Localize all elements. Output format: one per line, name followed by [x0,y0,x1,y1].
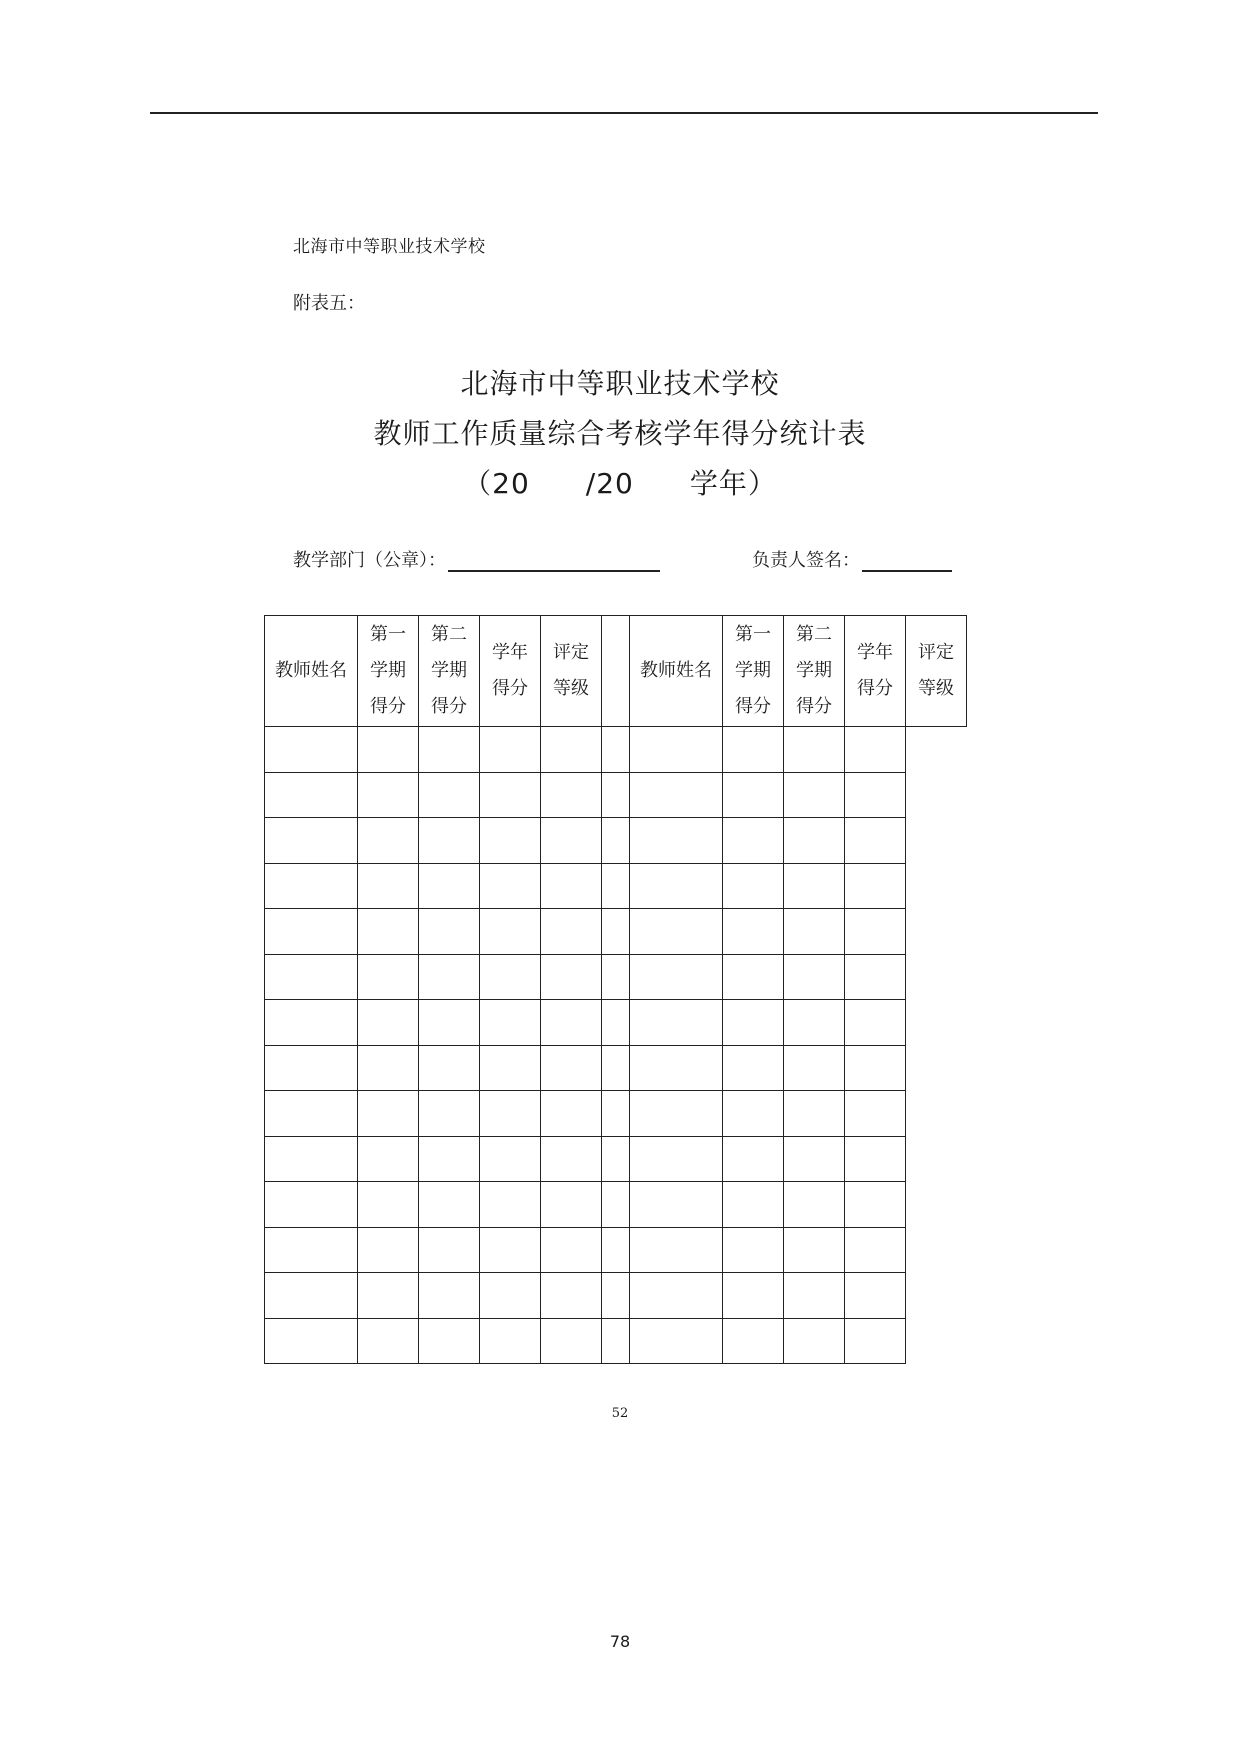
table-row [265,1318,967,1364]
outer-page-number: 78 [609,1632,631,1651]
table-cell[interactable] [358,772,419,818]
table-cell[interactable] [419,772,480,818]
table-cell[interactable] [480,1227,541,1273]
table-cell[interactable] [630,1091,723,1137]
table-cell[interactable] [630,1045,723,1091]
table-row [265,954,967,1000]
table-cell[interactable] [265,1091,358,1137]
table-cell[interactable] [784,909,845,955]
year-open: （20 [463,467,530,500]
sign-field [752,546,952,572]
header-line: 第一 [370,624,406,645]
header-line: 学年 [492,642,528,663]
table-cell[interactable] [419,1273,480,1319]
header-line: 得分 [735,696,771,717]
table-cell[interactable] [419,727,480,773]
table-cell[interactable] [541,818,602,864]
table-cell[interactable] [630,1227,723,1273]
table-cell[interactable] [602,1227,630,1273]
table-cell[interactable] [265,1000,358,1046]
table-cell[interactable] [784,1091,845,1137]
title-year [0,462,1240,502]
table-row [265,1045,967,1091]
table-cell[interactable] [723,1273,784,1319]
table-cell[interactable] [602,1318,630,1364]
table-cell[interactable] [845,909,906,955]
table-cell[interactable] [358,818,419,864]
header-teacher-name [265,616,358,727]
table-cell[interactable] [358,909,419,955]
table-cell[interactable] [845,772,906,818]
table-cell[interactable] [784,1136,845,1182]
table-cell[interactable] [541,1182,602,1228]
table-cell[interactable] [265,863,358,909]
title-form: 教师工作质量综合考核学年得分统计表 [373,417,867,450]
table-row [265,818,967,864]
table-cell[interactable] [845,1182,906,1228]
header-line: 得分 [431,696,467,717]
table-cell[interactable] [784,1045,845,1091]
table-cell[interactable] [480,1000,541,1046]
header-line: 第二 [796,624,832,645]
table-cell[interactable] [630,863,723,909]
table-cell[interactable] [541,1273,602,1319]
table-cell[interactable] [630,818,723,864]
table-cell[interactable] [480,1091,541,1137]
header-line: 第一 [735,624,771,645]
table-cell[interactable] [723,1227,784,1273]
header-line: 学期 [370,660,406,681]
table-row [265,1091,967,1137]
table-cell[interactable] [784,727,845,773]
table-cell[interactable] [265,1227,358,1273]
table-cell[interactable] [845,1136,906,1182]
table-cell[interactable] [630,772,723,818]
table-cell[interactable] [784,863,845,909]
table-cell[interactable] [723,954,784,1000]
table-cell[interactable] [602,1273,630,1319]
header-row [265,616,967,727]
table-cell[interactable] [602,1045,630,1091]
table-cell[interactable] [265,909,358,955]
sign-blank[interactable] [862,550,952,572]
table-cell[interactable] [358,954,419,1000]
table-cell[interactable] [265,727,358,773]
table-cell[interactable] [723,909,784,955]
table-cell[interactable] [602,818,630,864]
header-grade [541,616,602,727]
table-cell[interactable] [541,1227,602,1273]
table-cell[interactable] [723,1000,784,1046]
header-line: 教师姓名 [640,660,712,681]
table-cell[interactable] [845,1227,906,1273]
header-line: 教师姓名 [275,660,347,681]
table-cell[interactable] [480,727,541,773]
table-cell[interactable] [265,772,358,818]
header-line: 学期 [796,660,832,681]
table-cell[interactable] [480,1136,541,1182]
table-cell[interactable] [358,1273,419,1319]
table-cell[interactable] [602,863,630,909]
table-body [265,727,967,1364]
table-divider-column [602,616,630,727]
header-line: 学年 [857,642,893,663]
table-cell[interactable] [419,863,480,909]
table-cell[interactable] [845,1000,906,1046]
table-cell[interactable] [419,1318,480,1364]
table-row [265,863,967,909]
table-cell[interactable] [419,1000,480,1046]
table-cell[interactable] [723,818,784,864]
table-cell[interactable] [541,1091,602,1137]
header-sem1 [358,616,419,727]
table-cell[interactable] [480,1273,541,1319]
table-cell[interactable] [419,1045,480,1091]
table-cell[interactable] [541,1318,602,1364]
table-cell[interactable] [723,727,784,773]
table-cell[interactable] [784,772,845,818]
table-cell[interactable] [358,727,419,773]
table-cell[interactable] [419,1182,480,1228]
dept-blank[interactable] [448,550,660,572]
table-cell[interactable] [723,1045,784,1091]
header-line: 得分 [857,678,893,699]
table-cell[interactable] [265,1182,358,1228]
header-school-name: 北海市中等职业技术学校 [293,237,486,257]
table-cell[interactable] [419,1227,480,1273]
table-cell[interactable] [358,1091,419,1137]
table-cell[interactable] [784,954,845,1000]
table-cell[interactable] [480,1318,541,1364]
table-cell[interactable] [723,1136,784,1182]
table-cell[interactable] [845,954,906,1000]
table-cell[interactable] [784,1318,845,1364]
table-cell[interactable] [419,1091,480,1137]
table-cell[interactable] [358,1045,419,1091]
table-row [265,1227,967,1273]
table-row [265,909,967,955]
table-cell[interactable] [480,909,541,955]
header-year-score [480,616,541,727]
table-row [265,1182,967,1228]
table-cell[interactable] [723,1182,784,1228]
table-cell[interactable] [265,1136,358,1182]
table-cell[interactable] [265,1273,358,1319]
table-cell[interactable] [784,1273,845,1319]
attachment-label: 附表五： [293,293,365,314]
header-line: 等级 [918,678,954,699]
table-cell[interactable] [541,772,602,818]
table-cell[interactable] [419,954,480,1000]
table-cell[interactable] [358,1227,419,1273]
year-mid: /20 [585,467,634,500]
table-cell[interactable] [541,954,602,1000]
table-cell[interactable] [480,818,541,864]
table-cell[interactable] [630,727,723,773]
score-table [264,615,967,1364]
table-cell[interactable] [480,954,541,1000]
table-cell[interactable] [541,1045,602,1091]
sign-label: 负责人签名： [752,550,860,571]
table-cell[interactable] [723,772,784,818]
header-line: 学期 [431,660,467,681]
table-cell[interactable] [630,1273,723,1319]
table-cell[interactable] [265,1318,358,1364]
table-cell[interactable] [845,818,906,864]
table-cell[interactable] [480,1045,541,1091]
table-cell[interactable] [845,1091,906,1137]
table-cell[interactable] [784,1227,845,1273]
table-cell[interactable] [845,863,906,909]
table-cell[interactable] [602,772,630,818]
header-line: 学期 [735,660,771,681]
table-cell[interactable] [602,1000,630,1046]
table-cell[interactable] [784,1000,845,1046]
table-cell[interactable] [845,1318,906,1364]
table-cell[interactable] [602,1091,630,1137]
table-cell[interactable] [602,1182,630,1228]
table-cell[interactable] [845,1273,906,1319]
table-cell[interactable] [541,863,602,909]
header-sem2-right [784,616,845,727]
table-cell[interactable] [541,1136,602,1182]
table-row [265,1000,967,1046]
header-line: 第二 [431,624,467,645]
table-cell[interactable] [630,1318,723,1364]
table-cell[interactable] [358,1136,419,1182]
table-cell[interactable] [784,818,845,864]
table-cell[interactable] [630,1136,723,1182]
table-cell[interactable] [265,1045,358,1091]
table-cell[interactable] [723,1091,784,1137]
table-cell[interactable] [419,909,480,955]
table-cell[interactable] [358,1318,419,1364]
year-close: 学年） [689,467,777,500]
table-cell[interactable] [602,954,630,1000]
header-line: 评定 [918,642,954,663]
table-cell[interactable] [723,1318,784,1364]
table-cell[interactable] [419,818,480,864]
table-cell[interactable] [630,954,723,1000]
title-school: 北海市中等职业技术学校 [460,367,780,400]
table-cell[interactable] [480,772,541,818]
table-cell[interactable] [630,1000,723,1046]
dept-field [293,546,660,572]
table-cell[interactable] [602,727,630,773]
table-cell[interactable] [602,909,630,955]
table-cell[interactable] [358,1000,419,1046]
header-line: 等级 [553,678,589,699]
table-cell[interactable] [265,818,358,864]
table-cell[interactable] [480,1182,541,1228]
header-sem1-right [723,616,784,727]
table-cell[interactable] [541,1000,602,1046]
table-row [265,727,967,773]
table-cell[interactable] [541,727,602,773]
header-line: 得分 [796,696,832,717]
header-line: 得分 [370,696,406,717]
table-row [265,1273,967,1319]
table-cell[interactable] [480,863,541,909]
table-cell[interactable] [845,727,906,773]
table-cell[interactable] [602,1136,630,1182]
header-line: 评定 [553,642,589,663]
top-rule [150,112,1098,114]
table-cell[interactable] [419,1136,480,1182]
table-row [265,772,967,818]
header-teacher-name-right [630,616,723,727]
table-cell[interactable] [723,863,784,909]
table-cell[interactable] [630,1182,723,1228]
table-cell[interactable] [358,863,419,909]
dept-label: 教学部门（公章）： [293,550,446,571]
table-cell[interactable] [265,954,358,1000]
header-grade-right [906,616,967,727]
header-line: 得分 [492,678,528,699]
table-cell[interactable] [845,1045,906,1091]
table-cell[interactable] [541,909,602,955]
table-cell[interactable] [784,1182,845,1228]
table-row [265,1136,967,1182]
table-cell[interactable] [358,1182,419,1228]
header-year-score-right [845,616,906,727]
table-cell[interactable] [630,909,723,955]
header-sem2 [419,616,480,727]
inner-page-number: 52 [611,1406,629,1421]
